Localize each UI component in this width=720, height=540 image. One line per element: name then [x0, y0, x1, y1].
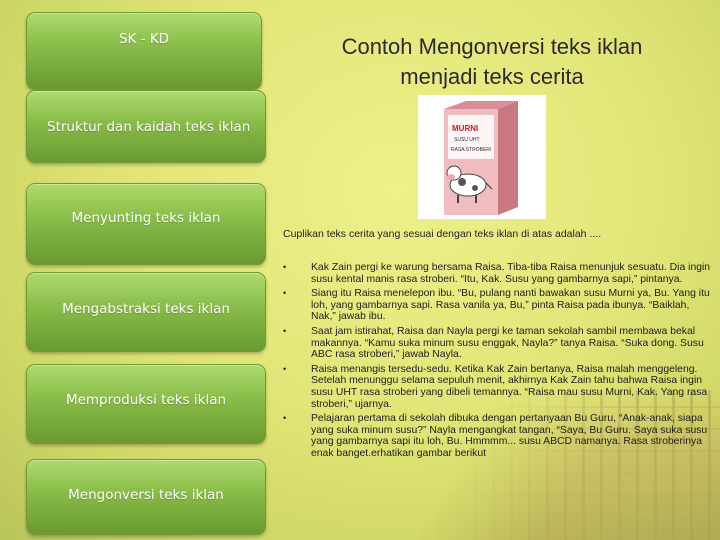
story-list	[283, 262, 711, 463]
story-text: Kak Zain pergi ke warung bersama Raisa. Tiba-tiba Raisa menunjuk sesuatu. Dia ingin susu kental manis rasa stroberi. “Itu, Kak. Susu yang gambarnya sapi,” pintanya.	[311, 262, 711, 285]
nav-button-mengabstraksi[interactable]	[26, 272, 266, 352]
milk-box-line1: SUSU UHT	[454, 137, 480, 143]
list-item	[283, 413, 711, 459]
nav-label: Mengonversi teks iklan	[68, 487, 224, 503]
milk-box-image	[418, 95, 546, 219]
nav-button-mengonversi[interactable]	[26, 459, 266, 535]
page-title-line2: menjadi teks cerita	[400, 64, 584, 89]
list-item	[283, 262, 711, 285]
list-item	[283, 364, 711, 410]
milk-box-brand: MURNI	[452, 124, 479, 133]
question-subtitle: Cuplikan teks cerita yang sesuai dengan teks iklan di atas adalah ....	[283, 228, 602, 240]
bullet: •	[283, 363, 287, 374]
list-item	[283, 326, 711, 361]
nav-label: Struktur dan kaidah teks iklan	[47, 119, 251, 135]
nav-label: SK - KD	[118, 31, 170, 47]
nav-button-struktur[interactable]	[26, 90, 266, 163]
nav-button-menyunting[interactable]	[26, 183, 266, 265]
story-text: Pelajaran pertama di sekolah dibuka dengan pertanyaan Bu Guru, “Anak-anak, siapa yang suka minum susu?” Nayla mengangkat tangan, “Saya, Bu Guru. Saya suka susu yang gambarnya sapi itu loh, Bu. Hmmmm... susu ABCD namanya. Rasa stroberinya enak banget.erhatikan gambar berikut	[311, 413, 708, 459]
nav-label: Memproduksi teks iklan	[65, 392, 227, 408]
list-item	[283, 288, 711, 323]
nav-label: Menyunting teks iklan	[71, 210, 221, 226]
nav-button-sk-kd[interactable]	[26, 12, 262, 90]
story-text: Saat jam istirahat, Raisa dan Nayla pergi ke taman sekolah sambil membawa bekal makannya. “Kamu suka minum susu enggak, Nayla?” tanya Raisa. “Suka dong. Susu ABC rasa stroberi,” jawab Nayla.	[311, 325, 704, 361]
milk-box-line2: RASA STROBERI	[451, 147, 492, 153]
nav-label: Mengabstraksi teks iklan	[62, 301, 230, 317]
bullet: •	[283, 262, 287, 272]
story-text: Siang itu Raisa menelepon ibu. “Bu, pulang nanti bawakan susu Murni ya, Bu. Yang itu loh, yang gambarnya sapi. Rasa vanila ya, Bu,” pinta Raisa pada ibunya. “Baiklah, Nak,” jawab ibu.	[311, 288, 710, 323]
nav-button-memproduksi[interactable]	[26, 364, 266, 444]
milk-box-illustration	[418, 95, 546, 219]
bullet: •	[283, 325, 287, 336]
page-title	[292, 32, 692, 92]
bullet: •	[283, 288, 287, 299]
story-text: Raisa menangis tersedu-sedu. Ketika Kak Zain bertanya, Raisa malah menggeleng. Setelah menunggu selama sepuluh menit, akhirnya Kak Zain tahu bahwa Raisa ingin susu UHT rasa stroberi yang dibeli temannya. “Raisa mau susu Murni, Kak. Yang rasa stroberi,” ujarnya.	[311, 363, 708, 410]
bullet: •	[283, 413, 287, 424]
page-title-line1: Contoh Mengonversi teks iklan	[341, 34, 643, 59]
